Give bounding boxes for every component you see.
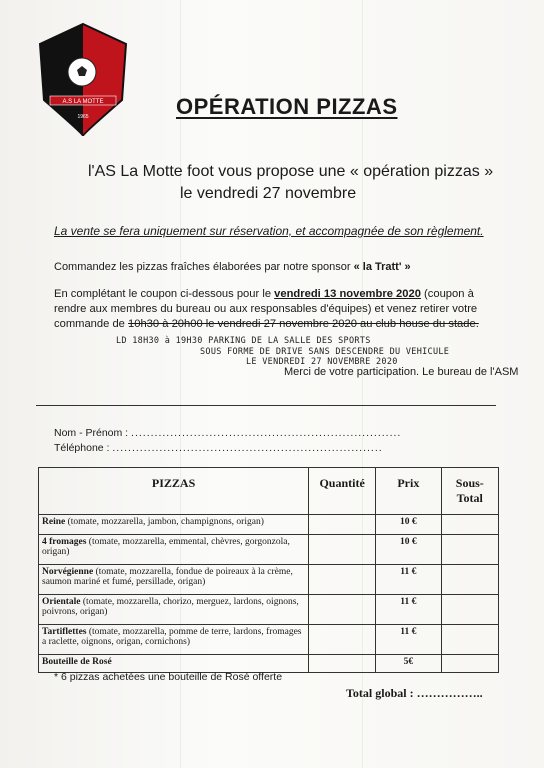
subtotal-cell[interactable]: [441, 515, 498, 535]
pizza-desc: (tomate, mozzarella, jambon, champignons, origan): [65, 517, 264, 527]
name-dots: .....................................................................: [131, 427, 402, 439]
para-part-1: En complétant le coupon ci-dessous pour le: [54, 288, 275, 300]
handwritten-line-3: LE VENDREDI 27 NOVEMBRE 2020: [246, 357, 398, 367]
subtotal-cell[interactable]: [441, 535, 498, 565]
quantity-cell[interactable]: [309, 515, 376, 535]
quantity-cell[interactable]: [309, 625, 376, 655]
table-row: [39, 625, 499, 655]
table-row: [39, 595, 499, 625]
page-title: OPÉRATION PIZZAS: [176, 94, 398, 119]
offer-note: * 6 pizzas achetées une bouteille de Rosé offerte: [54, 671, 283, 683]
total-global[interactable]: Total global : ……………..: [346, 686, 483, 700]
subtotal-cell[interactable]: [441, 595, 498, 625]
quantity-cell[interactable]: [309, 565, 376, 595]
name-field[interactable]: [54, 427, 401, 439]
handwritten-line-2: SOUS FORME DE DRIVE SANS DESCENDRE DU VEHICULE: [200, 347, 450, 357]
para-part-2: (coupon à rendre aux membres du bureau ou aux responsables d'équipes) et venez retirer votre commande de: [54, 288, 478, 330]
price-cell: 11 €: [376, 625, 441, 655]
pizza-name: 4 fromages: [42, 537, 87, 547]
deadline-date: vendredi 13 novembre 2020: [274, 288, 421, 300]
pizza-name: Reine: [42, 517, 66, 527]
struck-text: 10h30 à 20h00 le vendredi 27 novembre 2020 au club house du stade.: [128, 318, 479, 330]
pizza-cell: [39, 565, 309, 595]
club-logo: [36, 22, 130, 138]
phone-dots: .....................................................................: [112, 442, 383, 454]
subtotal-cell[interactable]: [441, 625, 498, 655]
thanks-line: Merci de votre participation. Le bureau de l'ASM: [284, 366, 519, 378]
pizza-name: Orientale: [42, 597, 81, 607]
price-cell: 11 €: [376, 565, 441, 595]
pizza-order-table: [38, 467, 499, 673]
logo-year: 1965: [77, 114, 89, 120]
logo-text: A.S LA MOTTE: [62, 99, 104, 105]
price-cell: 5€: [376, 655, 441, 673]
pizza-name: Bouteille de Rosé: [42, 657, 112, 667]
quantity-cell[interactable]: [309, 535, 376, 565]
name-label: Nom - Prénom :: [54, 427, 129, 439]
handwritten-line-1: LD 18H30 à 19H30 PARKING DE LA SALLE DES SPORTS: [116, 336, 371, 346]
phone-label: Téléphone :: [54, 442, 110, 454]
pizza-cell: [39, 625, 309, 655]
sponsor-text: Commandez les pizzas fraîches élaborées par notre sponsor: [54, 261, 354, 273]
table-row: [39, 535, 499, 565]
instructions-paragraph: [54, 287, 494, 332]
table-row: [39, 565, 499, 595]
table-row: [39, 515, 499, 535]
pizza-name: Tartiflettes: [42, 627, 87, 637]
price-cell: 11 €: [376, 595, 441, 625]
price-cell: 10 €: [376, 515, 441, 535]
col-sous-total: Sous-Total: [441, 468, 498, 515]
subtotal-cell[interactable]: [441, 655, 498, 673]
pizza-desc: (tomate, mozzarella, emmental, chèvres, gorgonzola, origan): [42, 537, 290, 557]
sponsor-name: « la Tratt' »: [353, 261, 411, 273]
pizza-name: Norvégienne: [42, 567, 94, 577]
table-header-row: [39, 468, 499, 515]
col-pizzas: PIZZAS: [39, 468, 309, 515]
reservation-notice: La vente se fera uniquement sur réservation, et accompagnée de son règlement.: [54, 224, 484, 238]
col-quantite: Quantité: [309, 468, 376, 515]
quantity-cell[interactable]: [309, 655, 376, 673]
phone-field[interactable]: [54, 442, 383, 454]
sponsor-line: [54, 261, 411, 273]
pizza-desc: (tomate, mozzarella, pomme de terre, lardons, fromages a raclette, oignons, origan, cornichons): [42, 627, 302, 647]
intro-line-2: le vendredi 27 novembre: [180, 185, 357, 202]
pizza-desc: (tomate, mozzarella, chorizo, merguez, lardons, oignons, poivrons, origan): [42, 597, 299, 617]
price-cell: 10 €: [376, 535, 441, 565]
pizza-cell: [39, 515, 309, 535]
pizza-cell: [39, 655, 309, 673]
table-row: [39, 655, 499, 673]
pizza-desc: (tomate, mozzarella, fondue de poireaux à la crème, saumon mariné et fumé, persillade, origan): [42, 567, 293, 587]
pizza-cell: [39, 595, 309, 625]
quantity-cell[interactable]: [309, 595, 376, 625]
col-prix: Prix: [376, 468, 441, 515]
subtotal-cell[interactable]: [441, 565, 498, 595]
divider: [36, 405, 496, 406]
intro-line-1: l'AS La Motte foot vous propose une « opération pizzas »: [88, 163, 494, 180]
pizza-cell: [39, 535, 309, 565]
